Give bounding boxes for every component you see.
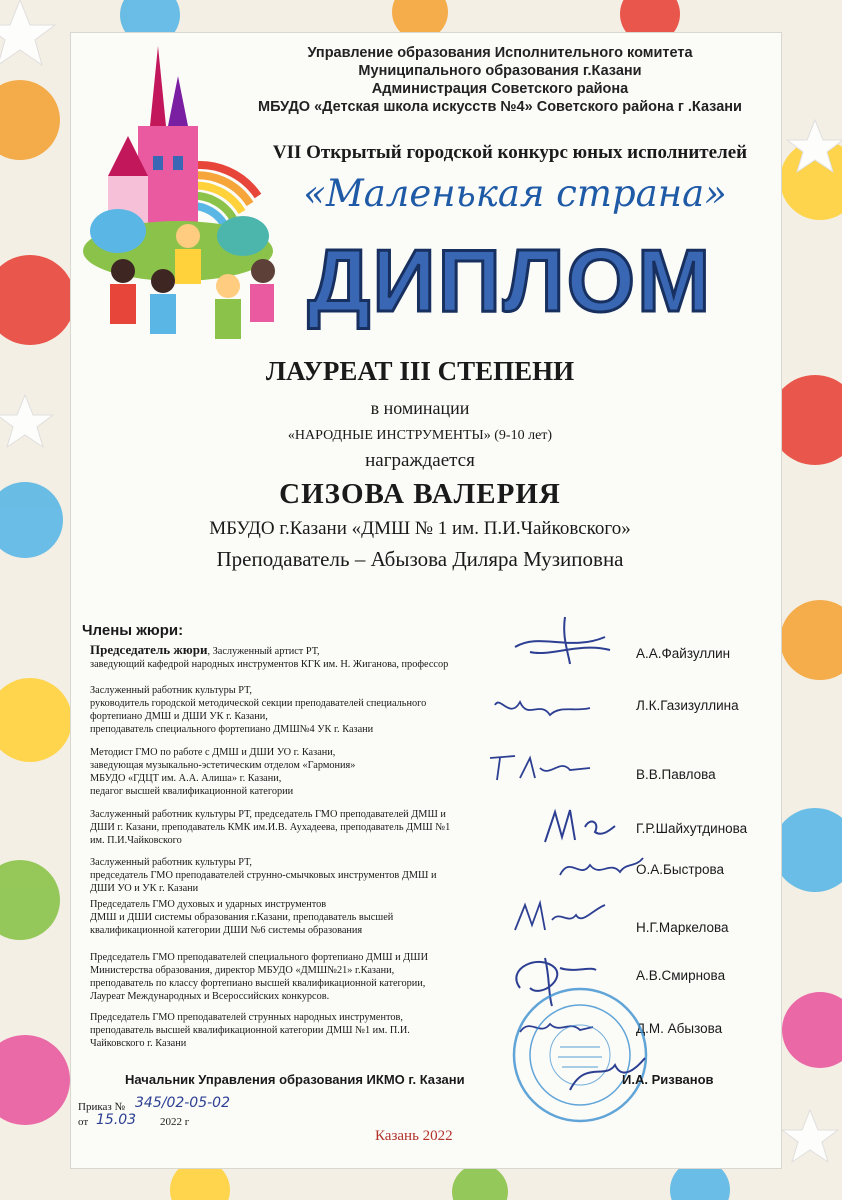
jury-title: Члены жюри: [82, 622, 184, 639]
jury-member-name: А.А.Файзуллин [636, 646, 731, 661]
org-line-1: Управление образования Исполнительного комитета [307, 45, 693, 61]
jury-member-desc: Заслуженный работник культуры РТ, председатель ГМО преподавателей ДМШ и ДШИ г. Казани, преподаватель КМК им.И.В. Аухадеева, преподаватель ДМШ №1 им. П.И.Чайковского [90, 809, 451, 846]
jury-member-desc: Заслуженный работник культуры РТ, председатель ГМО преподавателей струнно-смычковых инструментов ДМШ и ДШИ УО и УК г. Казани [90, 857, 437, 894]
jury-member-desc: Председатель ГМО преподавателей струнных народных инструментов, преподаватель высшей квалификационной категории ДМШ №1 им. П.И. Чайковского г. Казани [90, 1012, 410, 1049]
jury-member-name: Д.М. Абызова [636, 1021, 723, 1036]
jury-member-desc: Заслуженный работник культуры РТ, руководитель городской методической секции преподавателей специального фортепиано ДМШ и ДШИ УК г. Казани, преподаватель специального фортепиано ДМШ№4 УК г. Казани [90, 685, 427, 735]
org-line-2: Муниципального образования г.Казани [358, 63, 642, 79]
nomination-category: «НАРОДНЫЕ ИНСТРУМЕНТЫ» (9-10 лет) [287, 428, 553, 443]
jury-member-desc: Председатель ГМО духовых и ударных инструментов ДМШ и ДШИ системы образования г.Казани, преподаватель высшей квалификационной категории ДШИ №6 системы образования [90, 899, 394, 936]
chief-title: Начальник Управления образования ИКМО г. Казани [125, 1072, 465, 1087]
signature-6 [510, 895, 610, 940]
org-line-3: Администрация Советского района [371, 81, 629, 97]
signature-1 [510, 612, 620, 667]
teacher-line: Преподаватель – Абызова Диляра Музиповна [216, 547, 624, 571]
signature-2 [490, 690, 600, 730]
order-date-prefix: от [78, 1116, 89, 1128]
laureate-degree: ЛАУРЕАТ III СТЕПЕНИ [265, 356, 575, 386]
jury-member-name: Н.Г.Маркелова [636, 920, 729, 935]
signature-4 [540, 802, 620, 847]
jury-member-desc: Методист ГМО по работе с ДМШ и ДШИ УО г. Казани, заведующая музыкально-эстетическим отделом «Гармония» МБУДО «ГДЦТ им. А.А. Алиша» г. Казани, педагог высшей квалификационной категории [90, 747, 356, 797]
jury-member-text: , Заслуженный артист РТ, заведующий кафедрой народных инструментов КГК им. Н. Жиганова, профессор [90, 646, 449, 670]
order-date: 15.03 [96, 1112, 137, 1128]
contest-name: «Маленькая страна» [303, 172, 727, 215]
jury-member-name: А.В.Смирнова [636, 968, 726, 983]
city-year: Казань 2022 [375, 1128, 453, 1144]
order-year: 2022 г [160, 1116, 190, 1128]
chief-name: И.А. Ризванов [622, 1072, 714, 1087]
recipient-name: СИЗОВА ВАЛЕРИЯ [279, 478, 561, 510]
chief-signature [560, 1050, 650, 1095]
order-label: Приказ № [78, 1101, 125, 1113]
contest-title: VII Открытый городской конкурс юных исполнителей [272, 142, 748, 163]
diploma-heading: ДИПЛОМ [307, 231, 713, 330]
jury-member-desc [90, 643, 502, 671]
org-line-4: МБУДО «Детская школа искусств №4» Советского района г .Казани [258, 99, 742, 115]
jury-member-name: Г.Р.Шайхутдинова [636, 821, 748, 836]
recipient-school: МБУДО г.Казани «ДМШ № 1 им. П.И.Чайковского» [209, 518, 631, 539]
signature-5 [555, 850, 645, 890]
jury-member-desc: Председатель ГМО преподавателей специального фортепиано ДМШ и ДШИ Министерства образования, директор МБУДО «ДМШ№21» г.Казани, преподаватель по классу фортепиано высшей квалификационной категории, Лауреат Международных и Всероссийских конкурсов. [90, 952, 429, 1002]
jury-member-name: В.В.Павлова [636, 767, 716, 782]
jury-member-name: О.А.Быстрова [636, 862, 725, 877]
jury-chair-label: Председатель жюри [90, 642, 208, 657]
awarded-label: награждается [365, 450, 475, 471]
order-number: 345/02-05-02 [135, 1095, 230, 1111]
jury-member-name: Л.К.Газизуллина [636, 698, 739, 713]
signature-3 [485, 748, 595, 788]
nomination-label: в номинации [370, 398, 470, 418]
